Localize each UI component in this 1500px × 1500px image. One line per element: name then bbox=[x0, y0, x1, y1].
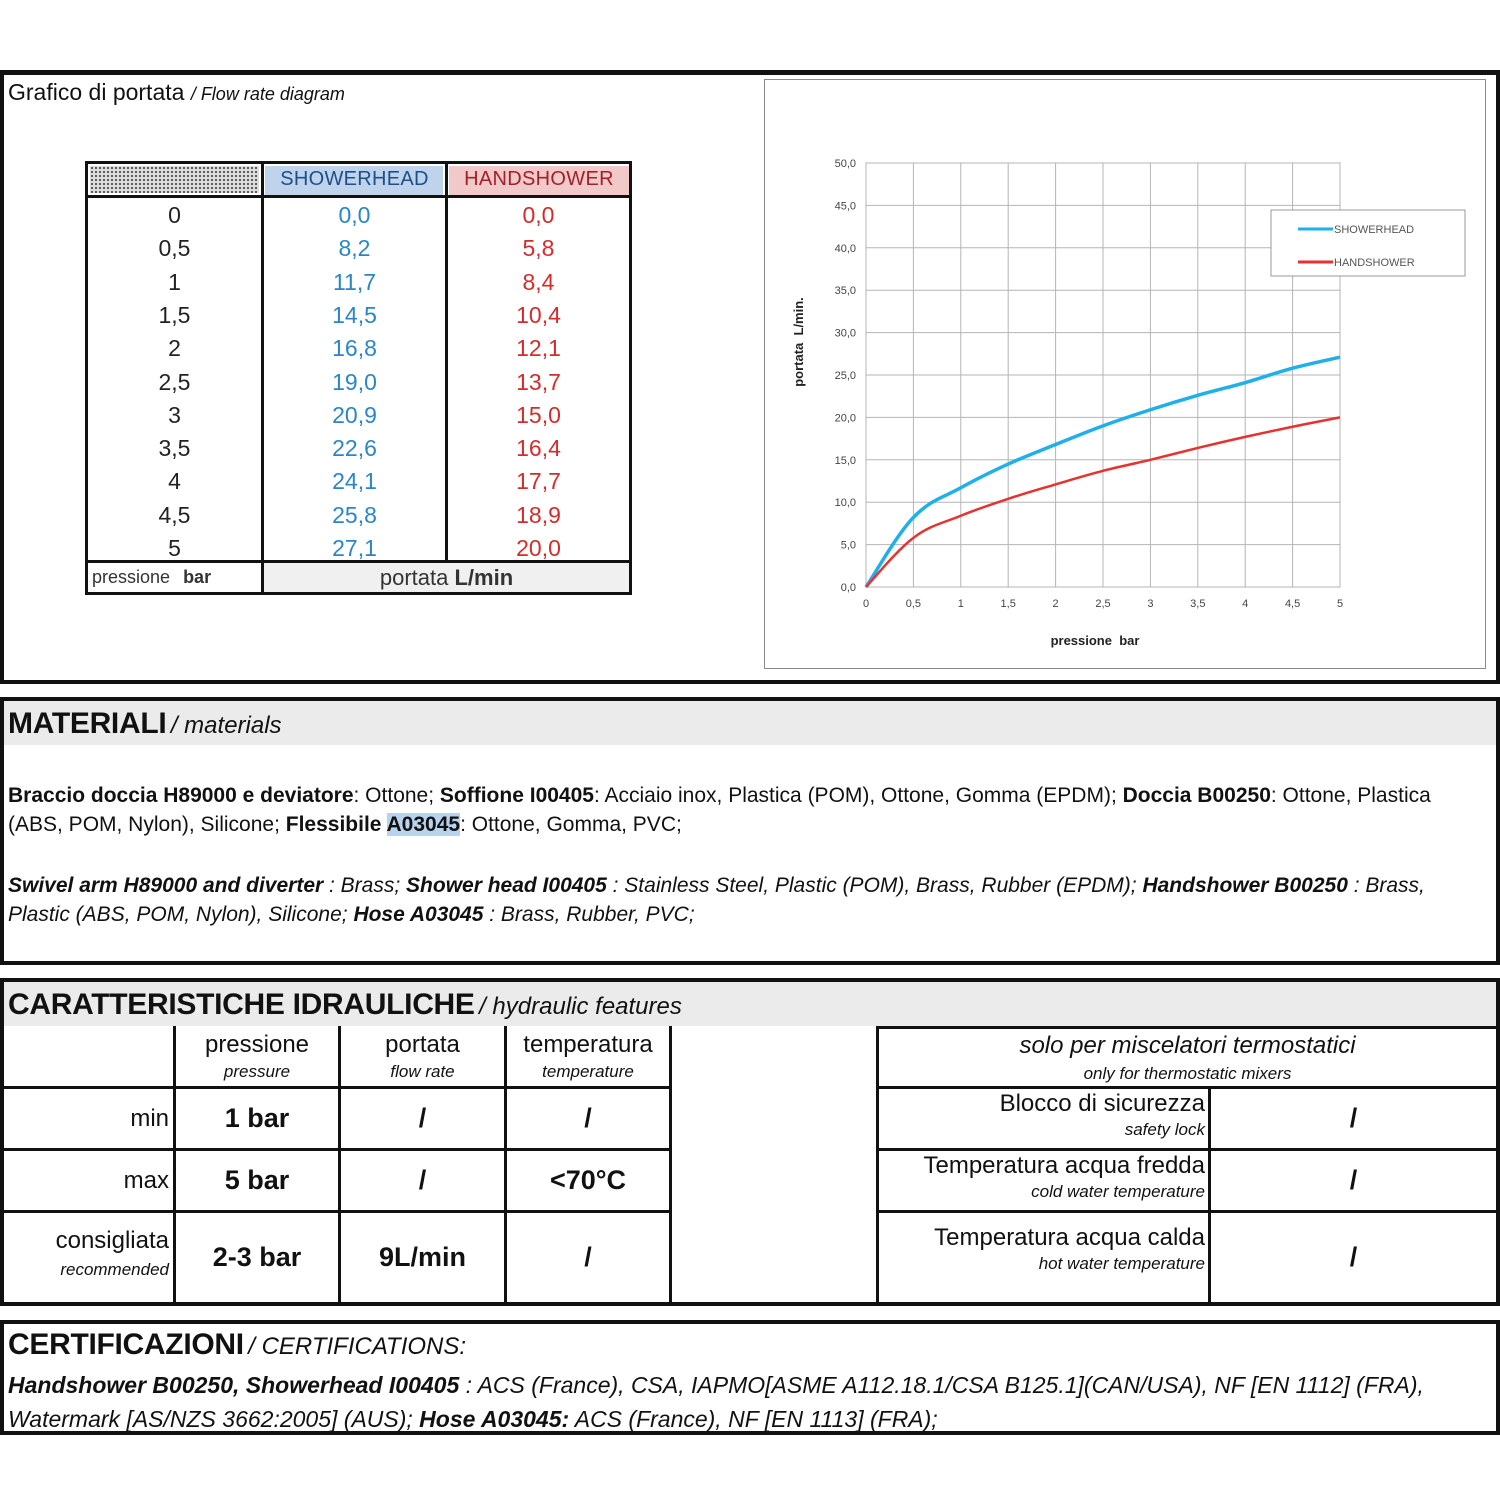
y-tick-label: 10,0 bbox=[834, 497, 856, 510]
flow-rate-section bbox=[0, 70, 1500, 684]
x-tick-label: 3 bbox=[1147, 598, 1154, 610]
thermo-subtitle: only for thermostatic mixers bbox=[1083, 1064, 1292, 1083]
handshower-value-cell: 18,9 bbox=[516, 501, 561, 528]
pressure-cell: 4,5 bbox=[158, 501, 191, 528]
column-subheader-1: flow rate bbox=[390, 1062, 455, 1081]
material-item-name: Doccia B00250 bbox=[1122, 784, 1271, 807]
y-tick-label: 25,0 bbox=[834, 370, 856, 382]
showerhead-value-cell: 22,6 bbox=[332, 435, 377, 462]
handshower-value-cell: 0,0 bbox=[522, 202, 555, 228]
handshower-value-cell: 12,1 bbox=[516, 335, 561, 362]
handshower-value-cell: 15,0 bbox=[516, 401, 561, 428]
showerhead-value-cell: 27,1 bbox=[332, 535, 377, 561]
y-tick-label: 50,0 bbox=[834, 158, 856, 170]
flow-title: Grafico di portata / Flow rate diagram bbox=[8, 79, 345, 105]
showerhead-value-cell: 0,0 bbox=[338, 202, 371, 228]
showerhead-value-cell: 16,8 bbox=[332, 335, 377, 362]
material-item-name: Soffione I00405 bbox=[439, 784, 594, 807]
handshower-value-cell: 10,4 bbox=[516, 301, 561, 328]
materials-italian bbox=[8, 781, 1488, 839]
pressure-cell: 2 bbox=[168, 335, 181, 362]
row-sublabel: recommended bbox=[60, 1260, 169, 1279]
material-item-text: : Acciaio inox, Plastica (POM), Ottone, Gomma (EPDM); bbox=[593, 784, 1123, 807]
pressure-cell: 1,5 bbox=[158, 301, 191, 328]
materials-title: MATERIALI / materials bbox=[8, 707, 282, 740]
column-subheader-0: pressure bbox=[223, 1062, 291, 1081]
value-p: 5 bar bbox=[224, 1165, 290, 1195]
thermo-row-value: / bbox=[1349, 1165, 1358, 1195]
value-t: / bbox=[584, 1103, 592, 1133]
certifications-title: CERTIFICAZIONI / CERTIFICATIONS: bbox=[8, 1328, 467, 1361]
materials-section bbox=[0, 697, 1500, 965]
legend-label: SHOWERHEAD bbox=[1334, 224, 1415, 236]
certifications-text: Handshower B00250, Showerhead I00405 : ACS (France), CSA, IAPMO[ASME A112.18.1/CSA B125.1](CAN/USA), NF [EN 1112] (FRA), Watermark [AS/NZS 3662:2005] (AUS); Hose A03045: ACS (France), NF [EN 1113] (FRA); bbox=[8, 1372, 1424, 1432]
thermo-row-label: Temperatura acqua fredda bbox=[923, 1152, 1205, 1179]
pressure-cell: 3,5 bbox=[158, 435, 191, 462]
handshower-value-cell: 5,8 bbox=[522, 235, 555, 262]
pressure-cell: 4 bbox=[168, 468, 181, 495]
handshower-value-cell: 13,7 bbox=[516, 368, 561, 395]
materials-header bbox=[4, 701, 1496, 745]
showerhead-value-cell: 19,0 bbox=[332, 368, 377, 395]
column-header-2: temperatura bbox=[523, 1031, 653, 1058]
row-label: max bbox=[123, 1167, 169, 1194]
pressure-cell: 0 bbox=[168, 202, 181, 228]
y-tick-label: 35,0 bbox=[834, 285, 856, 298]
table-corner-pattern bbox=[90, 166, 259, 193]
y-tick-label: 20,0 bbox=[834, 412, 856, 425]
material-item-text: : Ottone, Gomma, PVC; bbox=[460, 813, 682, 836]
x-tick-label: 2 bbox=[1052, 598, 1059, 610]
x-tick-label: 3,5 bbox=[1190, 598, 1206, 610]
showerhead-column-header: SHOWERHEAD bbox=[280, 168, 429, 190]
flow-rate-table bbox=[85, 161, 632, 595]
value-p: 2-3 bar bbox=[212, 1242, 302, 1272]
material-item-name: Braccio doccia H89000 e deviatore bbox=[8, 784, 354, 807]
pressure-cell: 1 bbox=[168, 268, 181, 295]
y-tick-label: 40,0 bbox=[834, 242, 856, 255]
x-axis-label: pressione bar bbox=[1050, 633, 1140, 648]
value-t: <70°C bbox=[549, 1165, 627, 1195]
material-item-text: : Ottone; bbox=[353, 784, 440, 807]
pressure-cell: 5 bbox=[168, 535, 181, 561]
showerhead-value-cell: 14,5 bbox=[332, 301, 377, 328]
material-item-name: Handshower B00250 bbox=[1142, 874, 1348, 897]
material-item-text: : Brass; bbox=[323, 874, 407, 897]
showerhead-value-cell: 20,9 bbox=[332, 401, 377, 428]
handshower-value-cell: 20,0 bbox=[516, 535, 561, 561]
value-f: 9L/min bbox=[378, 1242, 466, 1272]
value-f: / bbox=[418, 1165, 427, 1195]
materials-english bbox=[8, 871, 1488, 929]
thermo-row-label: Temperatura acqua calda bbox=[934, 1224, 1205, 1251]
x-tick-label: 1 bbox=[957, 598, 964, 610]
value-f: / bbox=[418, 1103, 427, 1133]
pressure-cell: 2,5 bbox=[158, 368, 191, 395]
pressure-cell: 0,5 bbox=[158, 235, 191, 262]
material-item-name: Swivel arm H89000 and diverter bbox=[8, 874, 324, 897]
thermo-row-value: / bbox=[1349, 1103, 1358, 1133]
material-item-text: : Brass, Plastic (ABS, POM, Nylon), Silicone; bbox=[8, 874, 1425, 926]
showerhead-value-cell: 11,7 bbox=[332, 268, 377, 295]
y-tick-label: 5,0 bbox=[840, 539, 856, 552]
thermo-row-sublabel: hot water temperature bbox=[1038, 1254, 1205, 1273]
highlighted-code: A03045 bbox=[386, 813, 461, 836]
value-p: 1 bar bbox=[224, 1103, 290, 1133]
y-tick-label: 30,0 bbox=[834, 327, 856, 340]
x-tick-label: 4 bbox=[1242, 598, 1249, 610]
hydraulic-title: CARATTERISTICHE IDRAULICHE / hydraulic features bbox=[8, 988, 682, 1021]
column-header-0: pressione bbox=[204, 1031, 310, 1058]
column-header-1: portata bbox=[385, 1031, 460, 1058]
handshower-value-cell: 8,4 bbox=[522, 268, 555, 295]
table-rule bbox=[669, 1026, 672, 1302]
material-item-text: : Stainless Steel, Plastic (POM), Brass, Rubber (EPDM); bbox=[606, 874, 1143, 897]
row-label: consigliata bbox=[55, 1227, 169, 1254]
material-item-text: : Brass, Rubber, PVC; bbox=[483, 903, 695, 926]
x-tick-label: 2,5 bbox=[1095, 598, 1111, 610]
showerhead-value-cell: 24,1 bbox=[332, 468, 377, 495]
thermo-row-value: / bbox=[1349, 1242, 1358, 1272]
material-item-name: Flessibile bbox=[285, 813, 387, 836]
pressure-cell: 3 bbox=[168, 401, 181, 428]
legend-label: HANDSHOWER bbox=[1334, 257, 1415, 269]
column-subheader-2: temperature bbox=[542, 1062, 634, 1081]
y-tick-label: 15,0 bbox=[834, 454, 856, 467]
x-tick-label: 0 bbox=[862, 598, 870, 610]
thermo-row-sublabel: safety lock bbox=[1124, 1120, 1205, 1139]
showerhead-value-cell: 8,2 bbox=[338, 235, 371, 262]
hydraulic-section bbox=[0, 978, 1500, 1306]
footer-pressure-label: pressione bar bbox=[92, 567, 212, 587]
row-label: min bbox=[130, 1105, 169, 1132]
handshower-value-cell: 16,4 bbox=[516, 435, 561, 462]
material-item-text: : Ottone, Plastica (ABS, POM, Nylon), Silicone; bbox=[8, 784, 1431, 836]
showerhead-value-cell: 25,8 bbox=[332, 501, 377, 528]
y-axis-label: portata L/min. bbox=[791, 297, 806, 387]
footer-flow-label: portata L/min bbox=[379, 565, 514, 590]
value-t: / bbox=[584, 1242, 592, 1272]
material-item-name: Hose A03045 bbox=[353, 903, 484, 926]
material-item-name: Shower head I00405 bbox=[406, 874, 607, 897]
table-rule bbox=[876, 1026, 1496, 1029]
x-tick-label: 1,5 bbox=[1000, 598, 1016, 610]
hydraulic-header bbox=[4, 982, 1496, 1026]
thermo-row-sublabel: cold water temperature bbox=[1031, 1182, 1205, 1201]
thermo-row-label: Blocco di sicurezza bbox=[999, 1090, 1205, 1117]
y-tick-label: 0,0 bbox=[840, 582, 856, 594]
handshower-column-header: HANDSHOWER bbox=[464, 168, 614, 190]
handshower-value-cell: 17,7 bbox=[516, 468, 561, 495]
chart-svg bbox=[765, 80, 1485, 668]
flow-rate-chart bbox=[764, 79, 1486, 669]
x-tick-label: 4,5 bbox=[1284, 598, 1301, 610]
table-rule bbox=[88, 195, 629, 198]
thermo-title: solo per miscelatori termostatici bbox=[1019, 1032, 1356, 1059]
y-tick-label: 45,0 bbox=[834, 200, 856, 213]
x-tick-label: 5 bbox=[1336, 598, 1344, 610]
x-tick-label: 0,5 bbox=[905, 598, 922, 610]
certifications-section bbox=[0, 1320, 1500, 1435]
